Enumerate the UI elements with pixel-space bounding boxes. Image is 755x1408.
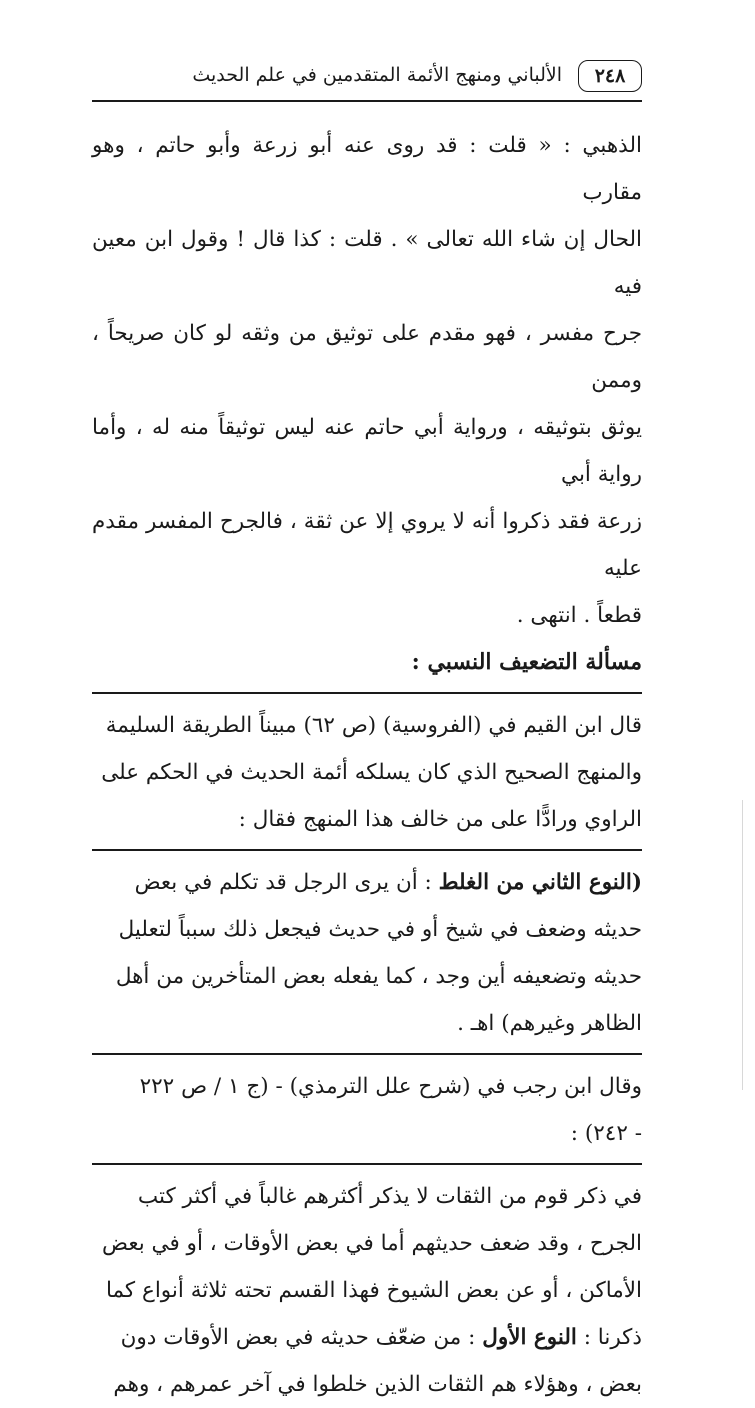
page-number: ٢٤٨ (578, 60, 642, 92)
text-line: في ذكر قوم من الثقات لا يذكر أكثرهم غالباً في أكثر كتب (137, 1184, 642, 1209)
text-line: الظاهر وغيرهم) اهـ . (457, 1011, 642, 1036)
bold-phrase: النوع الأول (482, 1325, 577, 1350)
scan-margin-line (742, 800, 743, 1090)
body-text (92, 122, 642, 1408)
text-span: : أن يرى الرجل قد تكلم في بعض (134, 870, 439, 895)
text-line: قال ابن القيم في (الفروسية) (ص ٦٢) مبيناً الطريقة السليمة (105, 713, 642, 738)
text-line: حديثه وتضعيفه أين وجد ، كما يفعله بعض المتأخرين من أهل (115, 964, 642, 989)
text-line: وقال ابن رجب في (شرح علل الترمذي) - (ج ١ / ص ٢٢٢ (139, 1074, 642, 1099)
text-line: جرح مفسر ، فهو مقدم على توثيق من وثقه لو كان صريحاً ، وممن (92, 321, 642, 393)
section-heading: مسألة التضعيف النسبي : (411, 649, 642, 675)
running-title: الألباني ومنهج الأئمة المتقدمين في علم الحديث (192, 64, 562, 86)
text-span: ذكرنا : (576, 1325, 642, 1350)
text-line: الحال إن شاء الله تعالى » . قلت : كذا قال ! وقول ابن معين فيه (92, 227, 642, 299)
text-line: زرعة فقد ذكروا أنه لا يروي إلا عن ثقة ، فالجرح المفسر مقدم عليه (92, 509, 642, 581)
text-line: والمنهج الصحيح الذي كان يسلكه أئمة الحديث في الحكم على (101, 760, 642, 785)
text-line: الذهبي : « قلت : قد روى عنه أبو زرعة وأبو حاتم ، وهو مقارب (92, 133, 642, 205)
text-line (92, 1314, 642, 1361)
section-divider (92, 849, 642, 851)
text-line: الجرح ، وقد ضعف حديثهم أما في بعض الأوقات ، أو في بعض (102, 1231, 642, 1256)
text-line: قطعاً . انتهى . (516, 603, 642, 628)
text-line: الأماكن ، أو عن بعض الشيوخ فهذا القسم تحته ثلاثة أنواع كما (105, 1278, 642, 1303)
text-line: حديثه وضعف في شيخ أو في حديث فيجعل ذلك سبباً لتعليل (118, 917, 642, 942)
text-line: يوثق بتوثيقه ، ورواية أبي حاتم عنه ليس توثيقاً منه له ، وأما رواية أبي (92, 415, 642, 487)
page-header (92, 58, 642, 102)
section-divider (92, 1053, 642, 1055)
bold-phrase: (النوع الثاني من الغلط (438, 870, 642, 895)
section-divider (92, 1163, 642, 1165)
text-line: الراوي ورادًّا على من خالف هذا المنهج فقال : (238, 807, 642, 832)
text-span: : من ضعّف حديثه في بعض الأوقات دون (120, 1325, 483, 1350)
text-line (92, 859, 642, 906)
text-line: بعض ، وهؤلاء هم الثقات الذين خلطوا في آخر عمرهم ، وهم (113, 1372, 642, 1397)
text-line: - ٢٤٢) : (570, 1121, 642, 1146)
section-divider (92, 692, 642, 694)
